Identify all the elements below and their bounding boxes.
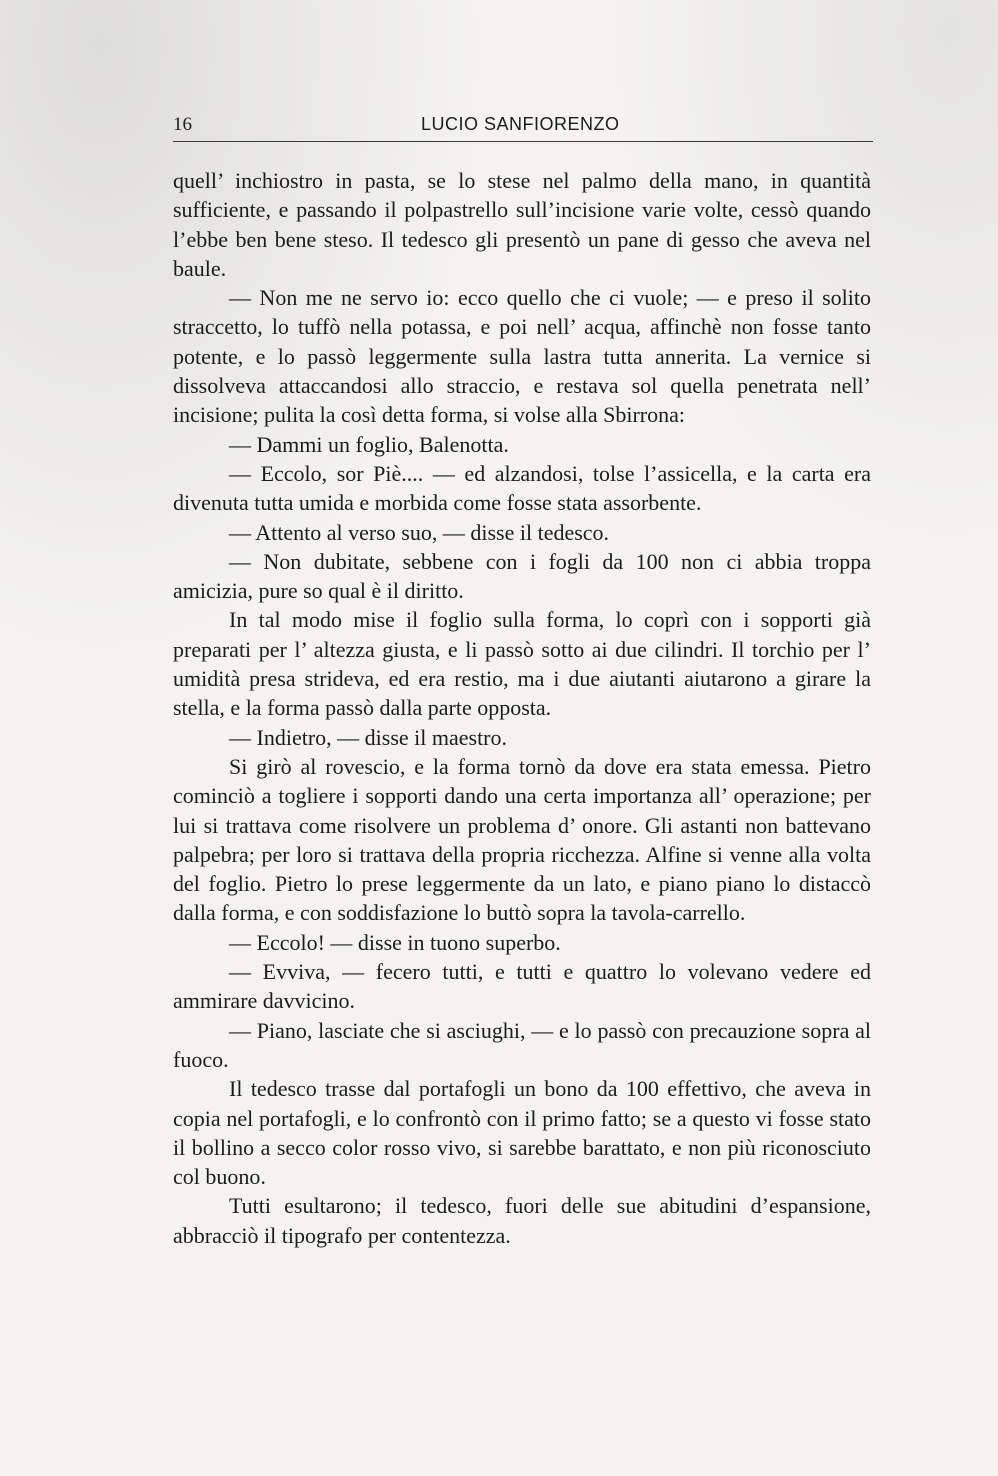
paragraph-11: — Evviva, — fecero tutti, e tutti e quattro lo volevano vedere ed ammirare davvicino. bbox=[173, 959, 871, 1014]
page-number: 16 bbox=[173, 114, 192, 135]
paragraph-12: — Piano, lasciate che si asciughi, — e lo passò con precauzione sopra al fuoco. bbox=[173, 1017, 871, 1072]
running-title: LUCIO SANFIORENZO bbox=[421, 114, 620, 134]
paragraph-1: quell’ inchiostro in pasta, se lo stese nel palmo della mano, in quantità sufficiente, e passando il polpastrello sull’incisione varie volte, cessò quando l’ebbe ben bene steso. Il tedesco gli presentò un pane di gesso che aveva nel baule. bbox=[173, 168, 871, 281]
paragraph-14: Tutti esultarono; il tedesco, fuori delle sue abitudini d’espansione, abbracciò il tipografo per contentezza. bbox=[173, 1193, 871, 1248]
paragraph-7: In tal modo mise il foglio sulla forma, lo coprì con i sopporti già preparati per l’ altezza giusta, e li passò sotto ai due cilindri. Il torchio per l’ umidità presa strideva, ed era restio, ma i due aiutanti aiutarono a girare la stella, e la forma passò dalla parte opposta. bbox=[173, 607, 871, 721]
paragraph-2: — Non me ne servo io: ecco quello che ci vuole; — e preso il solito straccetto, lo tuffò nella potassa, e poi nell’ acqua, affinchè non fosse tanto potente, e lo passò leggermente sulla lastra tutta annerita. La vernice si dissolveva attaccandosi allo straccio, e restava sol quella penetrata nell’ incisione; pulita la così detta forma, si volse alla Sbirrona: bbox=[173, 285, 871, 428]
paragraph-13: Il tedesco trasse dal portafogli un bono da 100 effettivo, che aveva in copia nel portafogli, e lo confrontò con il primo fatto; se a questo vi fosse stato il bollino a secco color rosso vivo, si sarebbe barattato, e non più riconosciuto col buono. bbox=[173, 1076, 871, 1190]
paragraph-8: — Indietro, — disse il maestro. bbox=[229, 724, 508, 750]
paragraph-9: Si girò al rovescio, e la forma tornò da dove era stata emessa. Pietro cominciò a togliere i sopporti dando una certa importanza all’ operazione; per lui si trattava come risolvere un problema d’ onore. Gli astanti non battevano palpebra; per loro si trattava della propria ricchezza. Alfine si venne alla volta del foglio. Pietro lo prese leggermente da un lato, e piano piano lo distaccò dalla forma, e con soddisfazione lo buttò sopra la tavola-carrello. bbox=[173, 753, 871, 926]
page-header bbox=[173, 114, 873, 144]
paragraph-6: — Non dubitate, sebbene con i fogli da 100 non ci abbia troppa amicizia, pure so qual è il diritto. bbox=[173, 548, 871, 604]
paragraph-3: — Dammi un foglio, Balenotta. bbox=[229, 431, 509, 457]
paragraph-5: — Attento al verso suo, — disse il tedesco. bbox=[229, 519, 610, 545]
paragraph-10: — Eccolo! — disse in tuono superbo. bbox=[229, 929, 561, 955]
paragraph-4: — Eccolo, sor Piè.... — ed alzandosi, tolse l’assicella, e la carta era divenuta tutta umida e morbida come fosse stata assorbente. bbox=[173, 460, 871, 516]
body-text bbox=[173, 166, 871, 1250]
header-rule bbox=[173, 141, 873, 142]
